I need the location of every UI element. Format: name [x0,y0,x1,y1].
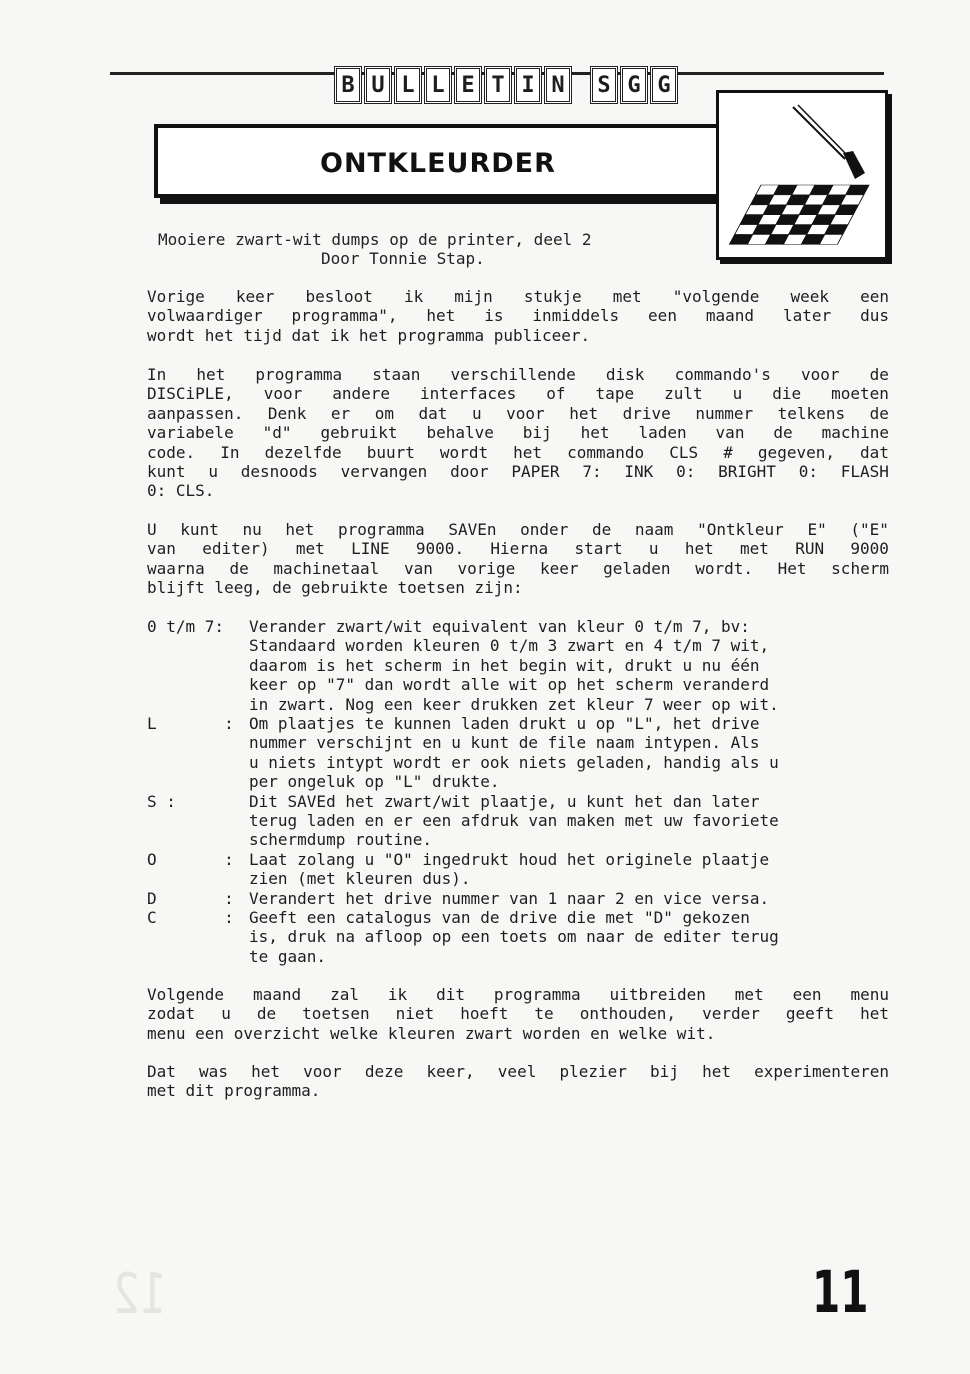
key-description-line: per ongeluk op "L" drukte. [249,772,500,792]
key-description-line: schermdump routine. [249,830,433,850]
key-description-line: Verander zwart/wit equivalent van kleur 0 t/m 7, bv: [249,617,750,636]
key-description-line: in zwart. Nog een keer drukken zet kleur 7 weer op wit. [249,694,779,714]
paragraph-line: met dit programma. [147,1081,321,1101]
paragraph-line: Vorige keer besloot ik mijn stukje met "volgende week een [147,287,889,306]
subtitle: Mooiere zwart-wit dumps op de printer, deel 2 [158,230,592,249]
key-description-line: keer op "7" dan wordt alle wit op het scherm veranderd [249,675,770,695]
paragraph-line: kunt u desnoods vervangen door PAPER 7: INK 0: BRIGHT 0: FLASH [147,462,889,481]
paragraph-line: zodat u de toetsen niet hoeft te onthouden, verder geeft het [147,1004,889,1024]
masthead-letter: T [484,66,512,104]
key-description-line: u niets intypt wordt er ook niets geladen, handig als u [249,752,779,772]
key-description-line: nummer verschijnt en u kunt de file naam intypen. Als [249,733,760,753]
key-description-line: Dit SAVEd het zwart/wit plaatje, u kunt het dan later [249,791,760,811]
paragraph-line: DISCiPLE, voor andere interfaces of tape zult u die moeten [147,384,889,404]
key-label: O : [147,849,234,869]
key-description-line: Om plaatjes te kunnen laden drukt u op "L", het drive [249,714,760,733]
masthead-letter: E [454,66,482,104]
key-description-line: Geeft een catalogus van de drive die met "D" gekozen [249,908,750,927]
masthead-letter: B [334,66,362,104]
masthead-letter: N [544,66,572,104]
paragraph-line: menu een overzicht welke kleuren zwart worden en welke wit. [147,1023,716,1043]
key-description-line: daarom is het scherm in het begin wit, drukt u nu één [249,655,760,675]
paragraph-line: U kunt nu het programma SAVEn onder de naam "Ontkleur E" ("E" [147,520,889,539]
key-description-line: Verandert het drive nummer van 1 naar 2 en vice versa. [249,888,770,908]
masthead-letter: U [364,66,392,104]
masthead-letter: S [590,66,618,104]
masthead-letter: I [514,66,542,104]
paragraph-line: Dat was het voor deze keer, veel plezier bij het experimenteren [147,1062,889,1081]
masthead-letter: G [620,66,648,104]
author-line: Door Tonnie Stap. [321,249,485,268]
key-label: L : [147,714,234,733]
key-description-line: Standaard worden kleuren 0 t/m 3 zwart en 4 t/m 7 wit, [249,636,770,656]
paragraph-line: variabele "d" gebruikt behalve bij het laden van de machine [147,423,889,443]
paragraph-line: waarna de machinetaal van vorige keer geladen wordt. Het scherm [147,558,889,578]
masthead [334,66,678,106]
key-label: D : [147,888,234,908]
article-title: ONTKLEURDER [320,148,556,179]
key-description-line: terug laden en er een afdruk van maken met uw favoriete [249,811,779,830]
paragraph-line: volwaardiger programma", het is inmiddels een maand later dus [147,306,889,326]
paragraph-line: code. In dezelfde buurt wordt het commando CLS # gegeven, dat [147,442,889,462]
key-description-line: te gaan. [249,946,327,966]
key-label: S : [147,791,176,811]
key-description-line: zien (met kleuren dus). [249,869,471,889]
paragraph-line: van editer) met LINE 9000. Hierna start u het met RUN 9000 [147,539,889,559]
key-description-line: is, druk na afloop op een toets om naar de editer terug [249,927,779,947]
masthead-letter: L [394,66,422,104]
paragraph-line: In het programma staan verschillende disk commando's voor de [147,365,889,384]
paragraph-line: wordt het tijd dat ik het programma publiceer. [147,325,591,345]
paragraph-line: 0: CLS. [147,481,215,501]
paragraph-line: Volgende maand zal ik dit programma uitbreiden met een menu [147,985,889,1004]
brush-checkerboard-icon [719,93,885,257]
show-through-page-number: 12 [112,1262,167,1327]
paragraph-line: aanpassen. Denk er om dat u voor het drive nummer telkens de [147,403,889,423]
key-description-line: Laat zolang u "O" ingedrukt houd het originele plaatje [249,849,770,869]
masthead-letter: G [650,66,678,104]
key-label: 0 t/m 7: [147,617,225,636]
page-number: 11 [812,1258,869,1326]
paragraph-line: blijft leeg, de gebruikte toetsen zijn: [147,578,523,598]
key-label: C : [147,908,234,927]
masthead-letter: L [424,66,452,104]
palette-illustration [716,90,888,260]
